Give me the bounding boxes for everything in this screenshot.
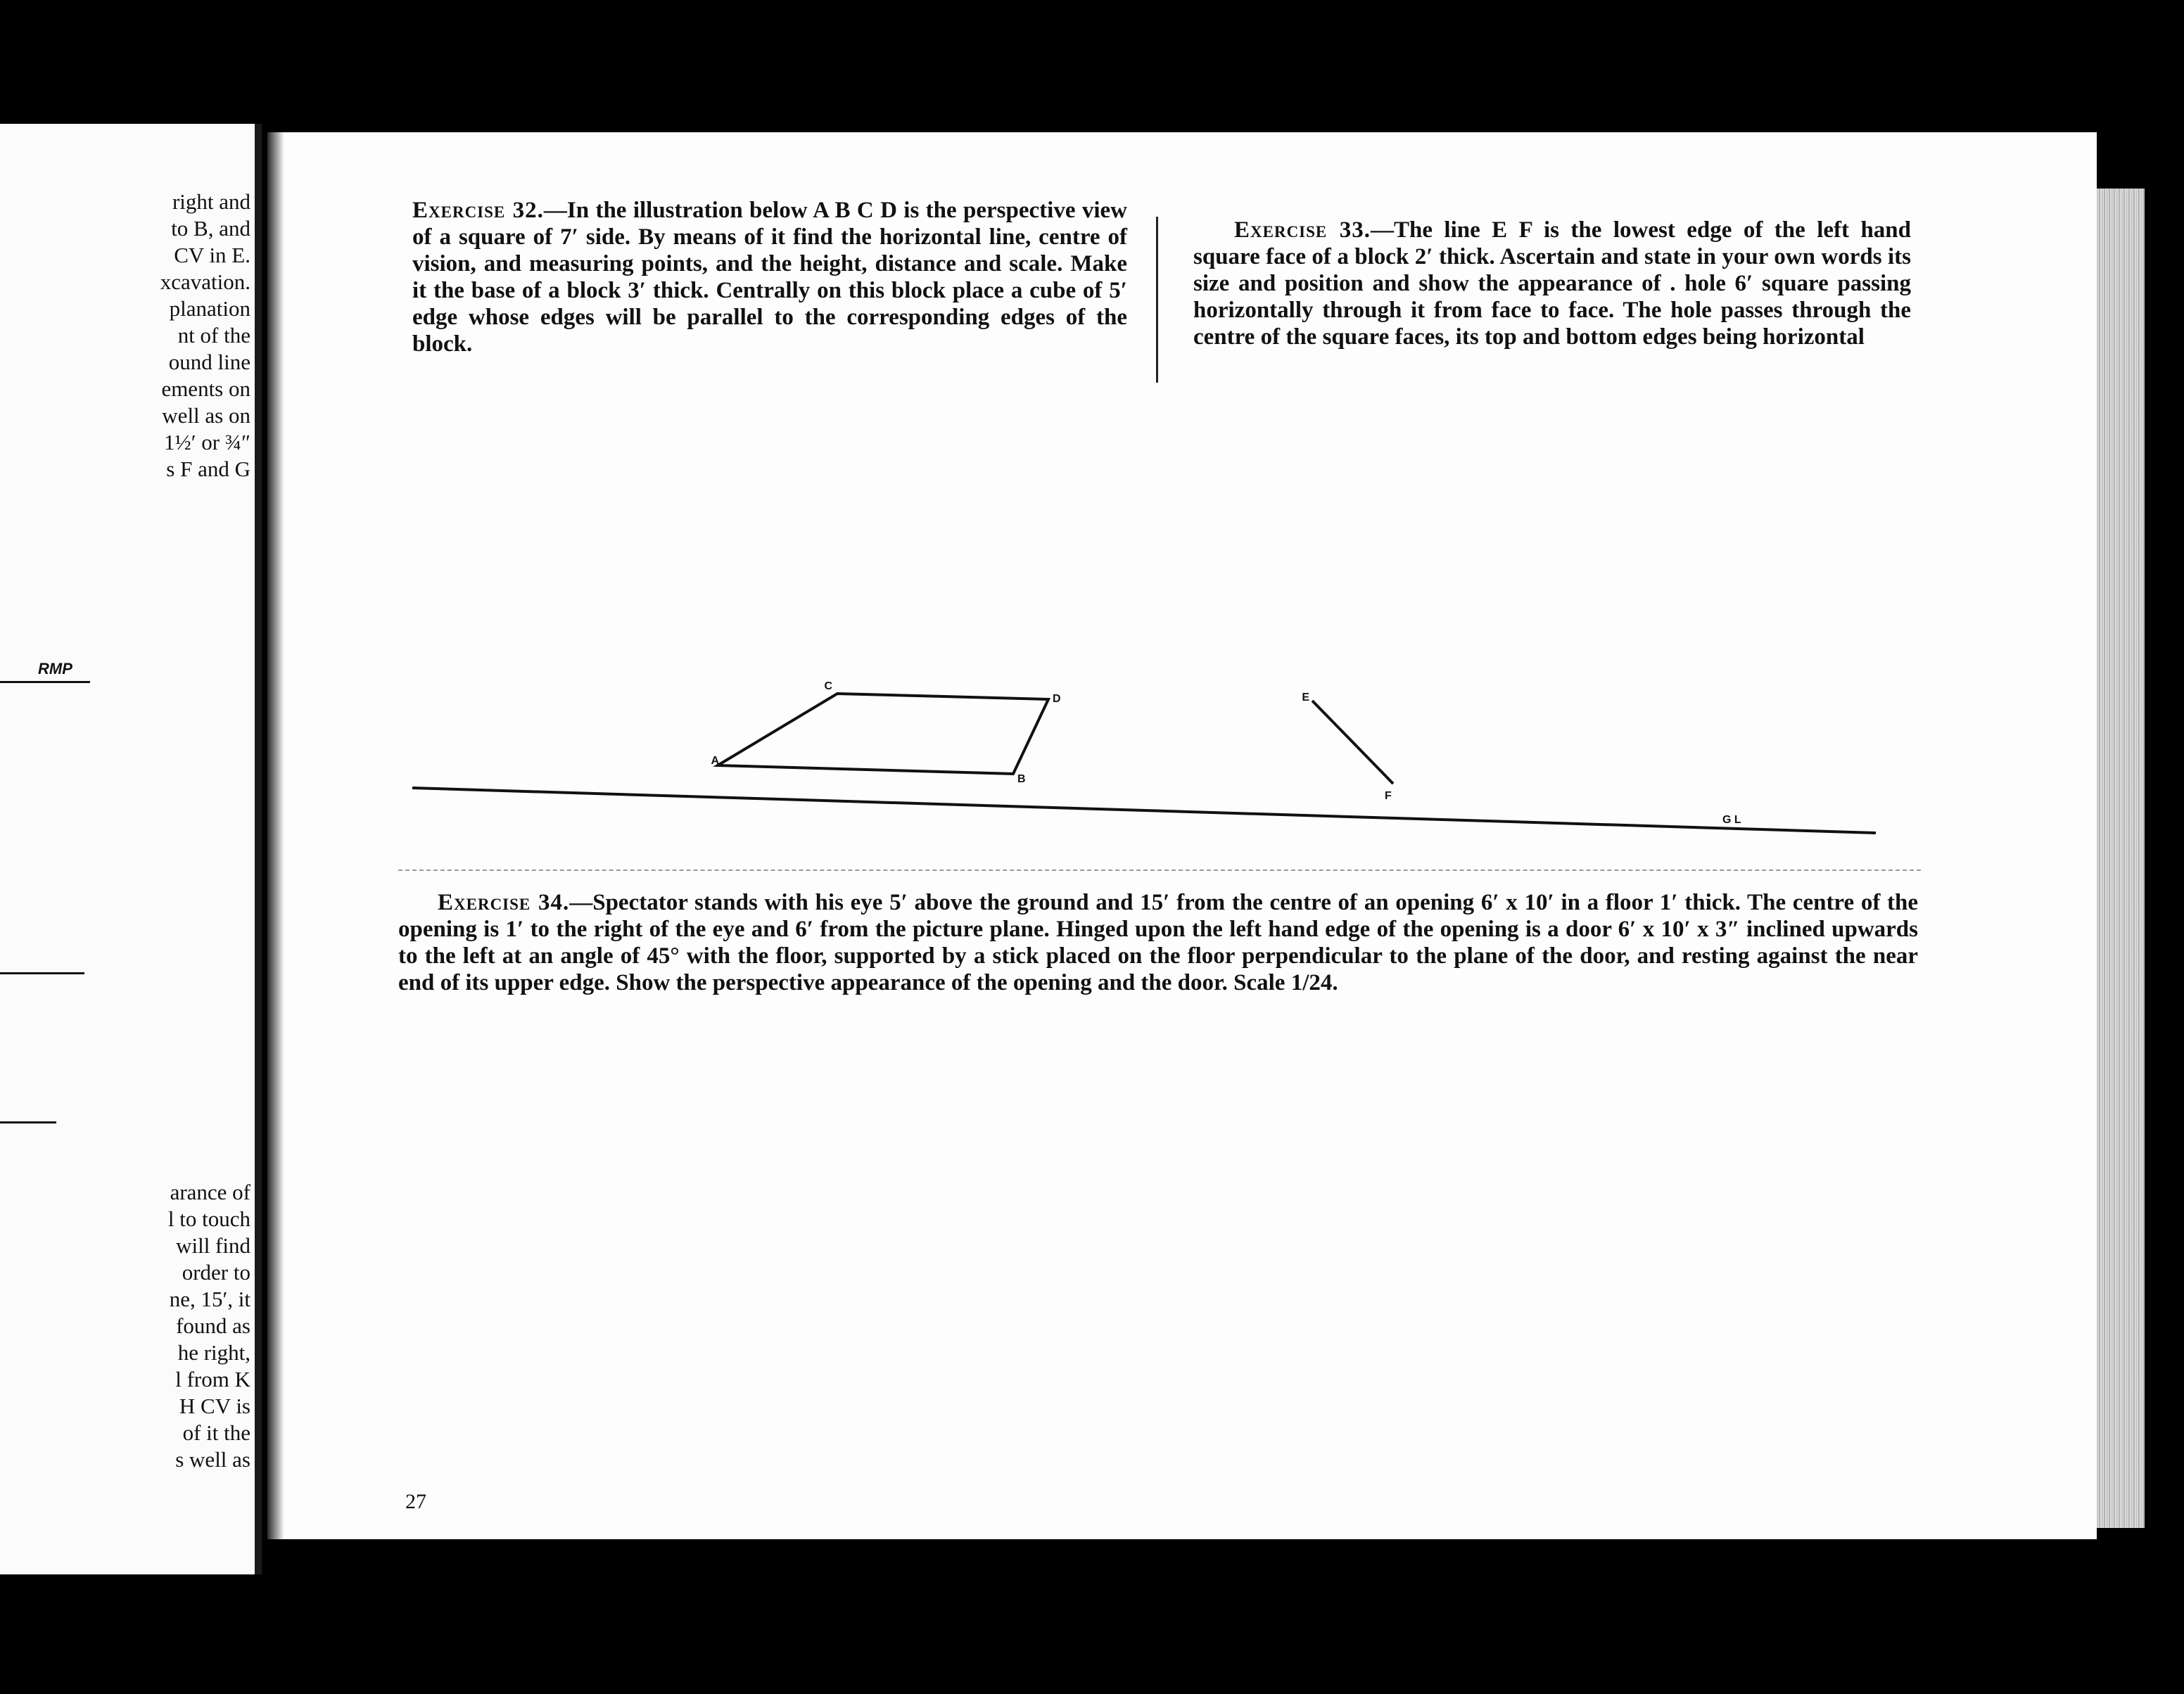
page-number: 27 [405, 1490, 426, 1513]
rmp-line [0, 681, 90, 683]
exercise-32-body: —In the illustration below A B C D is the perspective view of a square of 7′ side. By means of it find the horizontal line, centre of vision, and measuring points, and the height, distance and scale. Make it the base of a block 3′ thick. Centrally on this block place a cube of 5′ edge whose edges will be parallel to the corresponding edges of the block. [412, 198, 1127, 357]
left-text-line: of it the [182, 1420, 250, 1445]
left-text-line: ne, 15′, it [169, 1287, 250, 1311]
left-rule [0, 972, 84, 974]
left-text-line: well as on [162, 403, 250, 428]
ground-line-label: G L [1722, 814, 1741, 826]
left-text-line: s well as [175, 1447, 250, 1472]
rmp-label: RMP [38, 660, 72, 677]
left-page [0, 124, 262, 1574]
point-f-label: F [1385, 790, 1392, 802]
exercise-34-body: —Spectator stands with his eye 5′ above the ground and 15′ from the centre of an opening 6′ x 10′ in a floor 1′ thick. The centre of the opening is 1′ to the right of the eye and 6′ from the picture plane. Hinged upon the left hand edge of the opening is a door 6′ x 10′ x 3″ inclined upwards to the left at an angle of 45° with the floor, supported by a stick placed on the floor perpendicular to the plane of the door, and resting against the near end of its upper edge. Show the perspective appearance of the opening and the door. Scale 1/24. [398, 890, 1918, 995]
right-page [267, 132, 2097, 1539]
point-d-label: D [1053, 693, 1061, 705]
left-text-line: arance of [170, 1180, 250, 1204]
square-abcd [718, 694, 1048, 774]
left-text-line: xcavation. [160, 269, 250, 294]
left-text-line: H CV is [179, 1394, 250, 1418]
left-text-line: ound line [168, 350, 250, 374]
ground-line [412, 788, 1876, 833]
left-text-line: ements on [161, 376, 250, 401]
point-e-label: E [1302, 692, 1309, 703]
exercise-33-title: Exercise 33. [1234, 217, 1371, 243]
exercise-32-title: Exercise 32. [412, 198, 544, 223]
left-text-line: l from K [175, 1367, 250, 1392]
left-text-line: CV in E. [174, 243, 250, 267]
section-divider [398, 870, 1921, 871]
left-text-line: 1½′ or ¾″ [163, 430, 250, 454]
point-a-label: A [711, 755, 719, 767]
left-text-line: he right, [177, 1340, 250, 1365]
point-b-label: B [1017, 773, 1026, 785]
left-text-line: l to touch [167, 1206, 250, 1231]
exercise-33-body: —The line E F is the lowest edge of the left hand square face of a block 2′ thick. Ascertain and state in your own words its size and position and show the appearance of . hole 6′ square passing horizontally through it from face to face. The hole passes through the centre of the square faces, its top and bottom edges being horizontal [1193, 217, 1911, 350]
exercise-34-title: Exercise 34. [438, 890, 570, 915]
left-text-line: will find [176, 1233, 250, 1258]
exercise-34 [398, 889, 1918, 996]
left-rule [0, 1121, 56, 1123]
perspective-figure [267, 132, 2097, 1539]
left-text-line: to B, and [171, 216, 250, 241]
left-text-line: found as [176, 1313, 250, 1338]
left-text-line: order to [182, 1260, 250, 1285]
left-text-line: nt of the [177, 323, 250, 348]
point-c-label: C [824, 680, 832, 692]
left-text-line: right and [172, 189, 250, 214]
left-text-line: planation [169, 296, 250, 321]
line-ef [1312, 701, 1393, 784]
left-text-line: s F and G [166, 457, 250, 481]
